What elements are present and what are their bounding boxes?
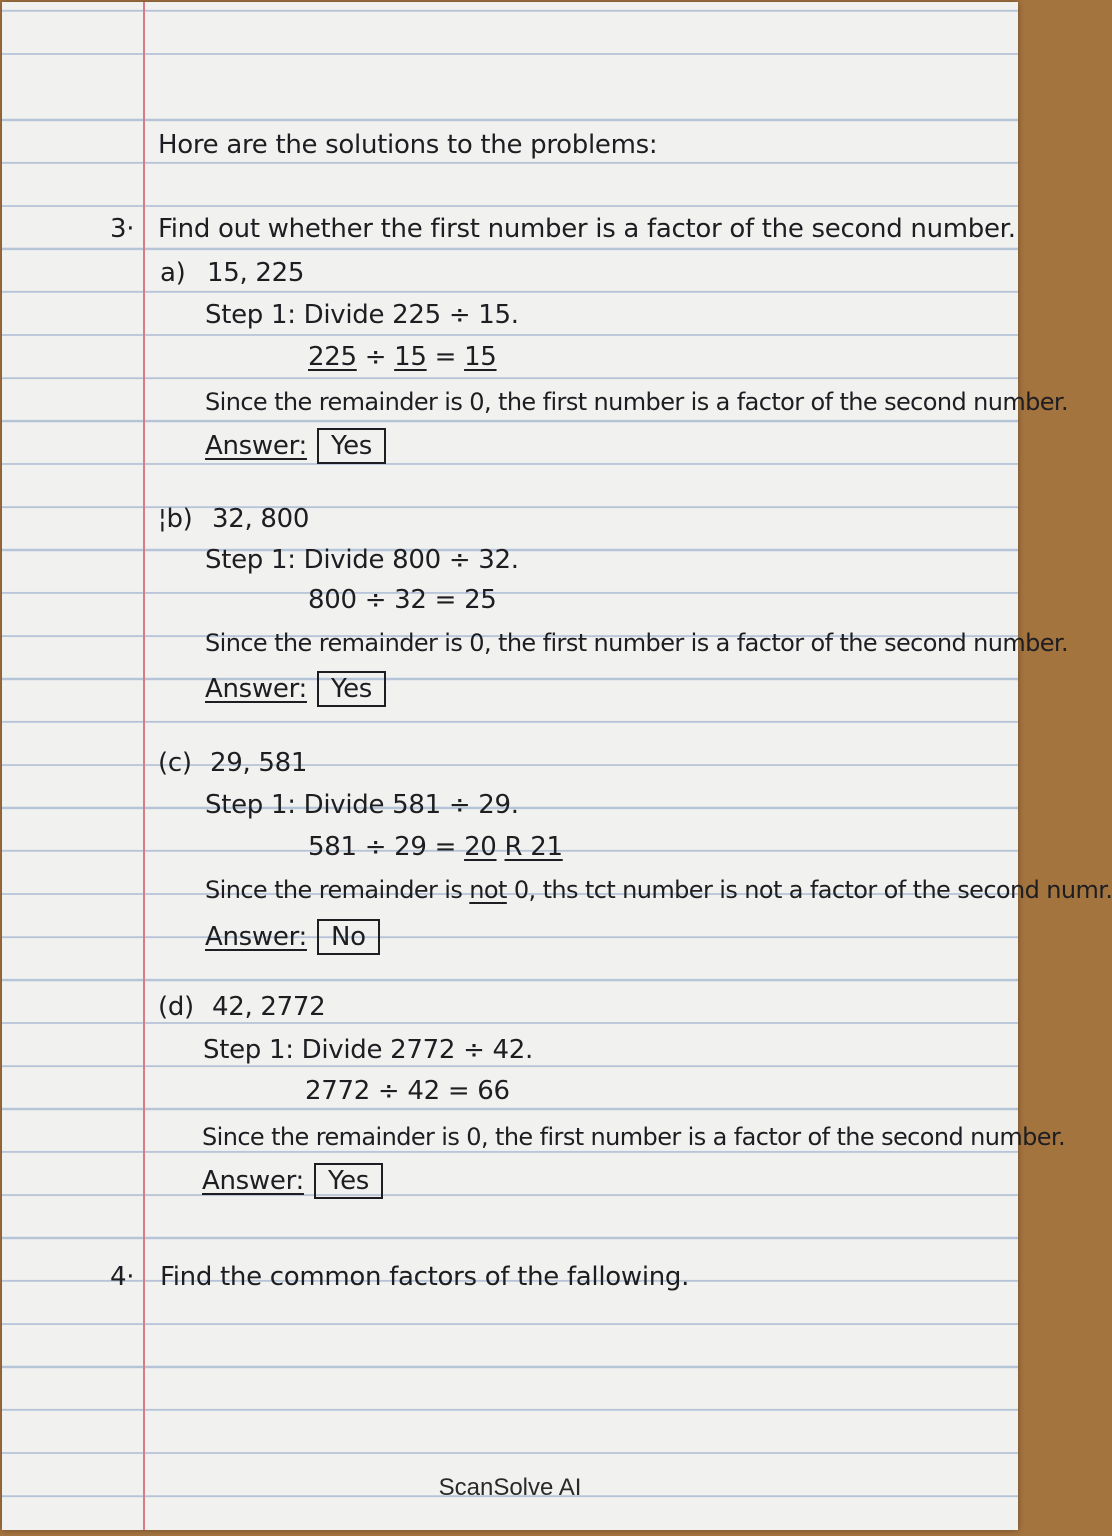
calculation [308,832,563,862]
dividend: 581 [308,832,357,862]
divisor: 29 [394,832,427,862]
dividend: 225 [308,342,357,372]
answer-label: Answer: [205,922,307,952]
calculation [308,342,497,372]
part-label: (d) [158,992,194,1022]
step-line [205,790,519,820]
conclusion-part: Since the remainder is [205,876,470,904]
step-label: Step 1: [205,545,296,575]
question-number: 3· [110,214,135,244]
step-line [205,545,519,575]
calculation [308,585,497,615]
conclusion-text [205,876,1112,904]
answer-line [205,919,380,955]
answer-box: Yes [317,428,386,464]
part-label: ¦b) [158,504,193,534]
footer-brand: ScanSolve AI [438,1474,582,1501]
dividend: 800 [308,585,357,615]
conclusion-text: Since the remainder is 0, the first number is a factor of the second number. [202,1123,1066,1151]
equals-sign: = [439,1076,478,1106]
equals-sign: = [426,832,465,862]
divisor: 32 [394,585,427,615]
step-text: Divide 225 ÷ 15. [303,300,519,330]
part-label: (c) [158,748,192,778]
answer-line [205,671,386,707]
remainder: R 21 [504,832,563,862]
quotient: 25 [464,585,497,615]
answer-label: Answer: [202,1166,304,1196]
conclusion-text: Since the remainder is 0, the first number is a factor of the second number. [205,629,1069,657]
step-text: Divide 581 ÷ 29. [303,790,519,820]
divide-sign: ÷ [356,585,395,615]
dividend: 2772 [305,1076,370,1106]
question-number: 4· [110,1262,135,1292]
answer-label: Answer: [205,674,307,704]
quotient: 66 [477,1076,510,1106]
not-word: not [469,876,507,904]
question-title: Find out whether the first number is a factor of the second number. [158,214,1016,244]
number-pair: 32, 800 [212,504,310,534]
step-text: Divide 2772 ÷ 42. [301,1035,533,1065]
step-label: Step 1: [205,790,296,820]
answer-box: No [317,919,380,955]
quotient: 20 [464,832,497,862]
step-label: Step 1: [203,1035,294,1065]
equals-sign: = [426,585,465,615]
quotient: 15 [464,342,497,372]
answer-box: Yes [317,671,386,707]
step-text: Divide 800 ÷ 32. [303,545,519,575]
number-pair: 29, 581 [210,748,308,778]
step-line [203,1035,533,1065]
intro-text: Hore are the solutions to the problems: [158,130,658,160]
part-label: a) [160,258,186,288]
answer-line [202,1163,383,1199]
margin-line [143,2,145,1530]
number-pair: 15, 225 [207,258,305,288]
divisor: 15 [394,342,427,372]
number-pair: 42, 2772 [212,992,326,1022]
divide-sign: ÷ [369,1076,408,1106]
question-title: Find the common factors of the fallowing. [160,1262,690,1292]
notebook-page [2,2,1112,1530]
answer-line [205,428,386,464]
step-line [205,300,519,330]
answer-label: Answer: [205,431,307,461]
conclusion-part: 0, ths tct number is not a factor of the second numr. [506,876,1112,904]
divide-sign: ÷ [356,342,395,372]
equals-sign: = [426,342,465,372]
calculation [305,1076,510,1106]
step-label: Step 1: [205,300,296,330]
conclusion-text: Since the remainder is 0, the first number is a factor of the second number. [205,388,1069,416]
answer-box: Yes [314,1163,383,1199]
divide-sign: ÷ [356,832,395,862]
divisor: 42 [407,1076,440,1106]
